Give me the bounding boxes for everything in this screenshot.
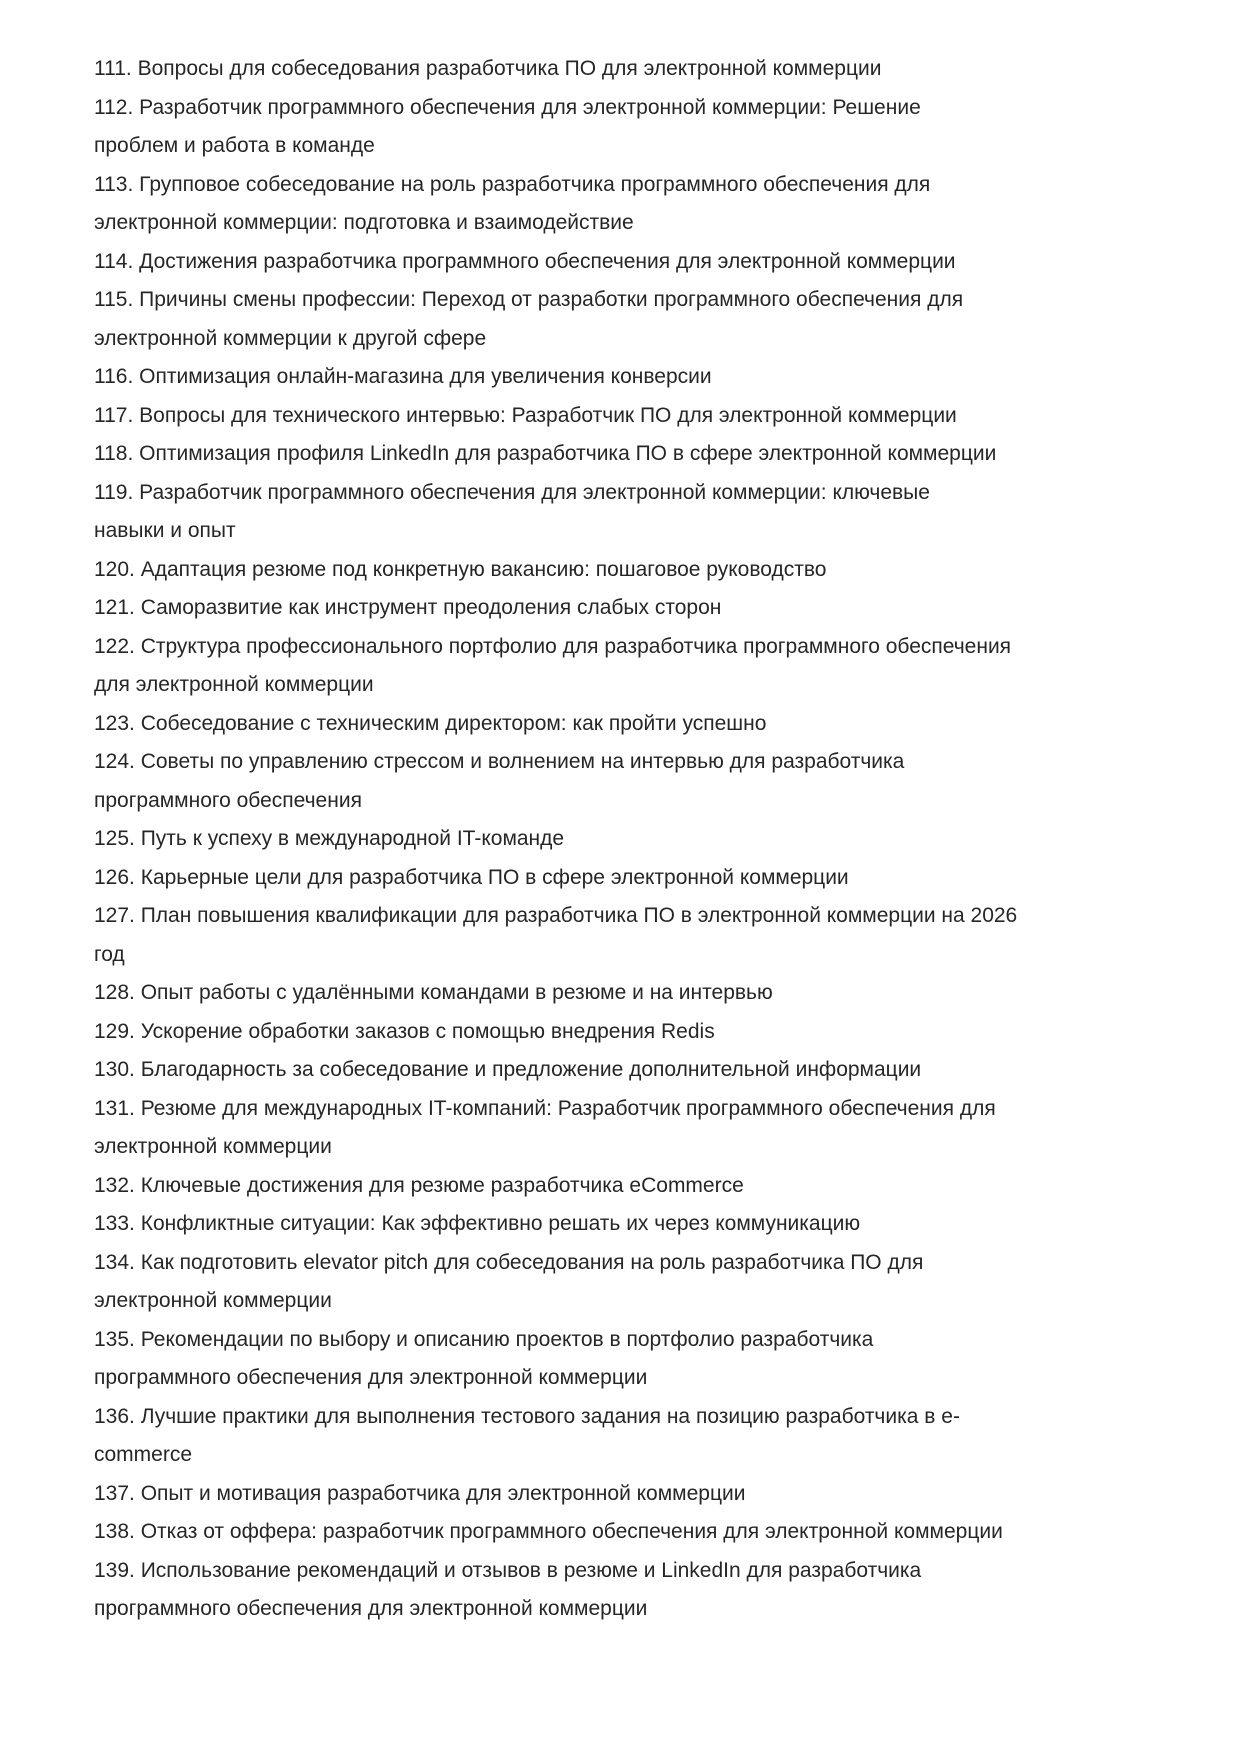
list-item-line: 117. Вопросы для технического интервью: Разработчик ПО для электронной коммерции (94, 403, 957, 427)
list-item (94, 974, 1179, 1013)
list-item-line: 124. Советы по управлению стрессом и волнением на интервью для разработчика (94, 750, 905, 773)
list-item-line: 129. Ускорение обработки заказов с помощью внедрения Redis (94, 1019, 715, 1043)
list-item-line: 120. Адаптация резюме под конкретную вакансию: пошаговое руководство (94, 557, 827, 581)
list-item-line: 133. Конфликтные ситуации: Как эффективно решать их через коммуникацию (94, 1212, 861, 1235)
list-item-line: 131. Резюме для международных IT-компаний: Разработчик программного обеспечения для (94, 1096, 996, 1120)
list-item (94, 474, 1179, 551)
list-item (94, 705, 1179, 744)
list-item-line: 132. Ключевые достижения для резюме разработчика eCommerce (94, 1173, 744, 1197)
list-item-line: 114. Достижения разработчика программного обеспечения для электронной коммерции (94, 249, 956, 273)
list-item-line: 121. Саморазвитие как инструмент преодоления слабых сторон (94, 596, 722, 619)
list-item-line: 126. Карьерные цели для разработчика ПО в сфере электронной коммерции (94, 865, 849, 889)
list-item (94, 1244, 1179, 1321)
list-item (94, 1475, 1179, 1514)
list-item-line: навыки и опыт (94, 519, 236, 542)
list-item (94, 1513, 1179, 1552)
list-item-line: 113. Групповое собеседование на роль разработчика программного обеспечения для (94, 172, 931, 196)
list-item (94, 50, 1179, 89)
list-item-line: 122. Структура профессионального портфолио для разработчика программного обеспечения (94, 634, 1012, 658)
list-item (94, 397, 1179, 436)
list-item (94, 358, 1179, 397)
list-item-line: электронной коммерции (94, 1289, 332, 1312)
list-item-line: 119. Разработчик программного обеспечения для электронной коммерции: ключевые (94, 480, 930, 504)
list-item (94, 743, 1179, 820)
list-item-line: электронной коммерции: подготовка и взаимодействие (94, 211, 634, 234)
list-item-line: 136. Лучшие практики для выполнения тестового задания на позицию разработчика в e- (94, 1404, 960, 1428)
list-item-line: 127. План повышения квалификации для разработчика ПО в электронной коммерции на 2026 (94, 904, 1018, 927)
list-item-line: 138. Отказ от оффера: разработчик программного обеспечения для электронной коммерции (94, 1520, 1003, 1543)
list-item-line: 139. Использование рекомендаций и отзывов в резюме и LinkedIn для разработчика (94, 1558, 922, 1582)
list-item (94, 897, 1179, 974)
list-item-line: 128. Опыт работы с удалёнными командами в резюме и на интервью (94, 981, 773, 1004)
list-item (94, 1552, 1179, 1629)
list-item-line: 135. Рекомендации по выбору и описанию проектов в портфолио разработчика (94, 1327, 874, 1351)
list-item (94, 243, 1179, 282)
list-item-line: электронной коммерции к другой сфере (94, 326, 487, 350)
list-item-line: 130. Благодарность за собеседование и предложение дополнительной информации (94, 1058, 922, 1081)
list-item-line: 125. Путь к успеху в международной IT-команде (94, 827, 565, 850)
list-item-line: 111. Вопросы для собеседования разработчика ПО для электронной коммерции (94, 57, 882, 80)
list-item-line: 137. Опыт и мотивация разработчика для электронной коммерции (94, 1481, 746, 1505)
list-item (94, 166, 1179, 243)
list-item (94, 859, 1179, 898)
list-item (94, 1398, 1179, 1475)
list-item-line: 123. Собеседование с техническим директором: как пройти успешно (94, 711, 767, 735)
list-item (94, 1167, 1179, 1206)
list-item-line: 115. Причины смены профессии: Переход от разработки программного обеспечения для (94, 288, 964, 311)
list-item (94, 589, 1179, 628)
list-item-line: год (94, 942, 125, 966)
list-item (94, 551, 1179, 590)
list-item (94, 1321, 1179, 1398)
list-item-line: для электронной коммерции (94, 673, 374, 696)
list-item (94, 1205, 1179, 1244)
list-item-line: 116. Оптимизация онлайн-магазина для увеличения конверсии (94, 365, 712, 388)
list-item-line: программного обеспечения (94, 788, 362, 812)
list-item-line: проблем и работа в команде (94, 134, 375, 157)
list-item (94, 89, 1179, 166)
list-item-line: commerce (94, 1443, 193, 1466)
list-item (94, 435, 1179, 474)
list-item (94, 281, 1179, 358)
list-item-line: электронной коммерции (94, 1135, 332, 1158)
list-item-line: 134. Как подготовить elevator pitch для собеседования на роль разработчика ПО для (94, 1250, 924, 1274)
document-list (94, 50, 1179, 1629)
list-item (94, 1090, 1179, 1167)
list-item (94, 1013, 1179, 1052)
list-item (94, 1051, 1179, 1090)
list-item-line: 118. Оптимизация профиля LinkedIn для разработчика ПО в сфере электронной коммерции (94, 442, 997, 465)
list-item-line: программного обеспечения для электронной коммерции (94, 1366, 648, 1389)
list-item-line: 112. Разработчик программного обеспечения для электронной коммерции: Решение (94, 95, 921, 119)
list-item (94, 628, 1179, 705)
list-item (94, 820, 1179, 859)
list-item-line: программного обеспечения для электронной коммерции (94, 1597, 648, 1620)
